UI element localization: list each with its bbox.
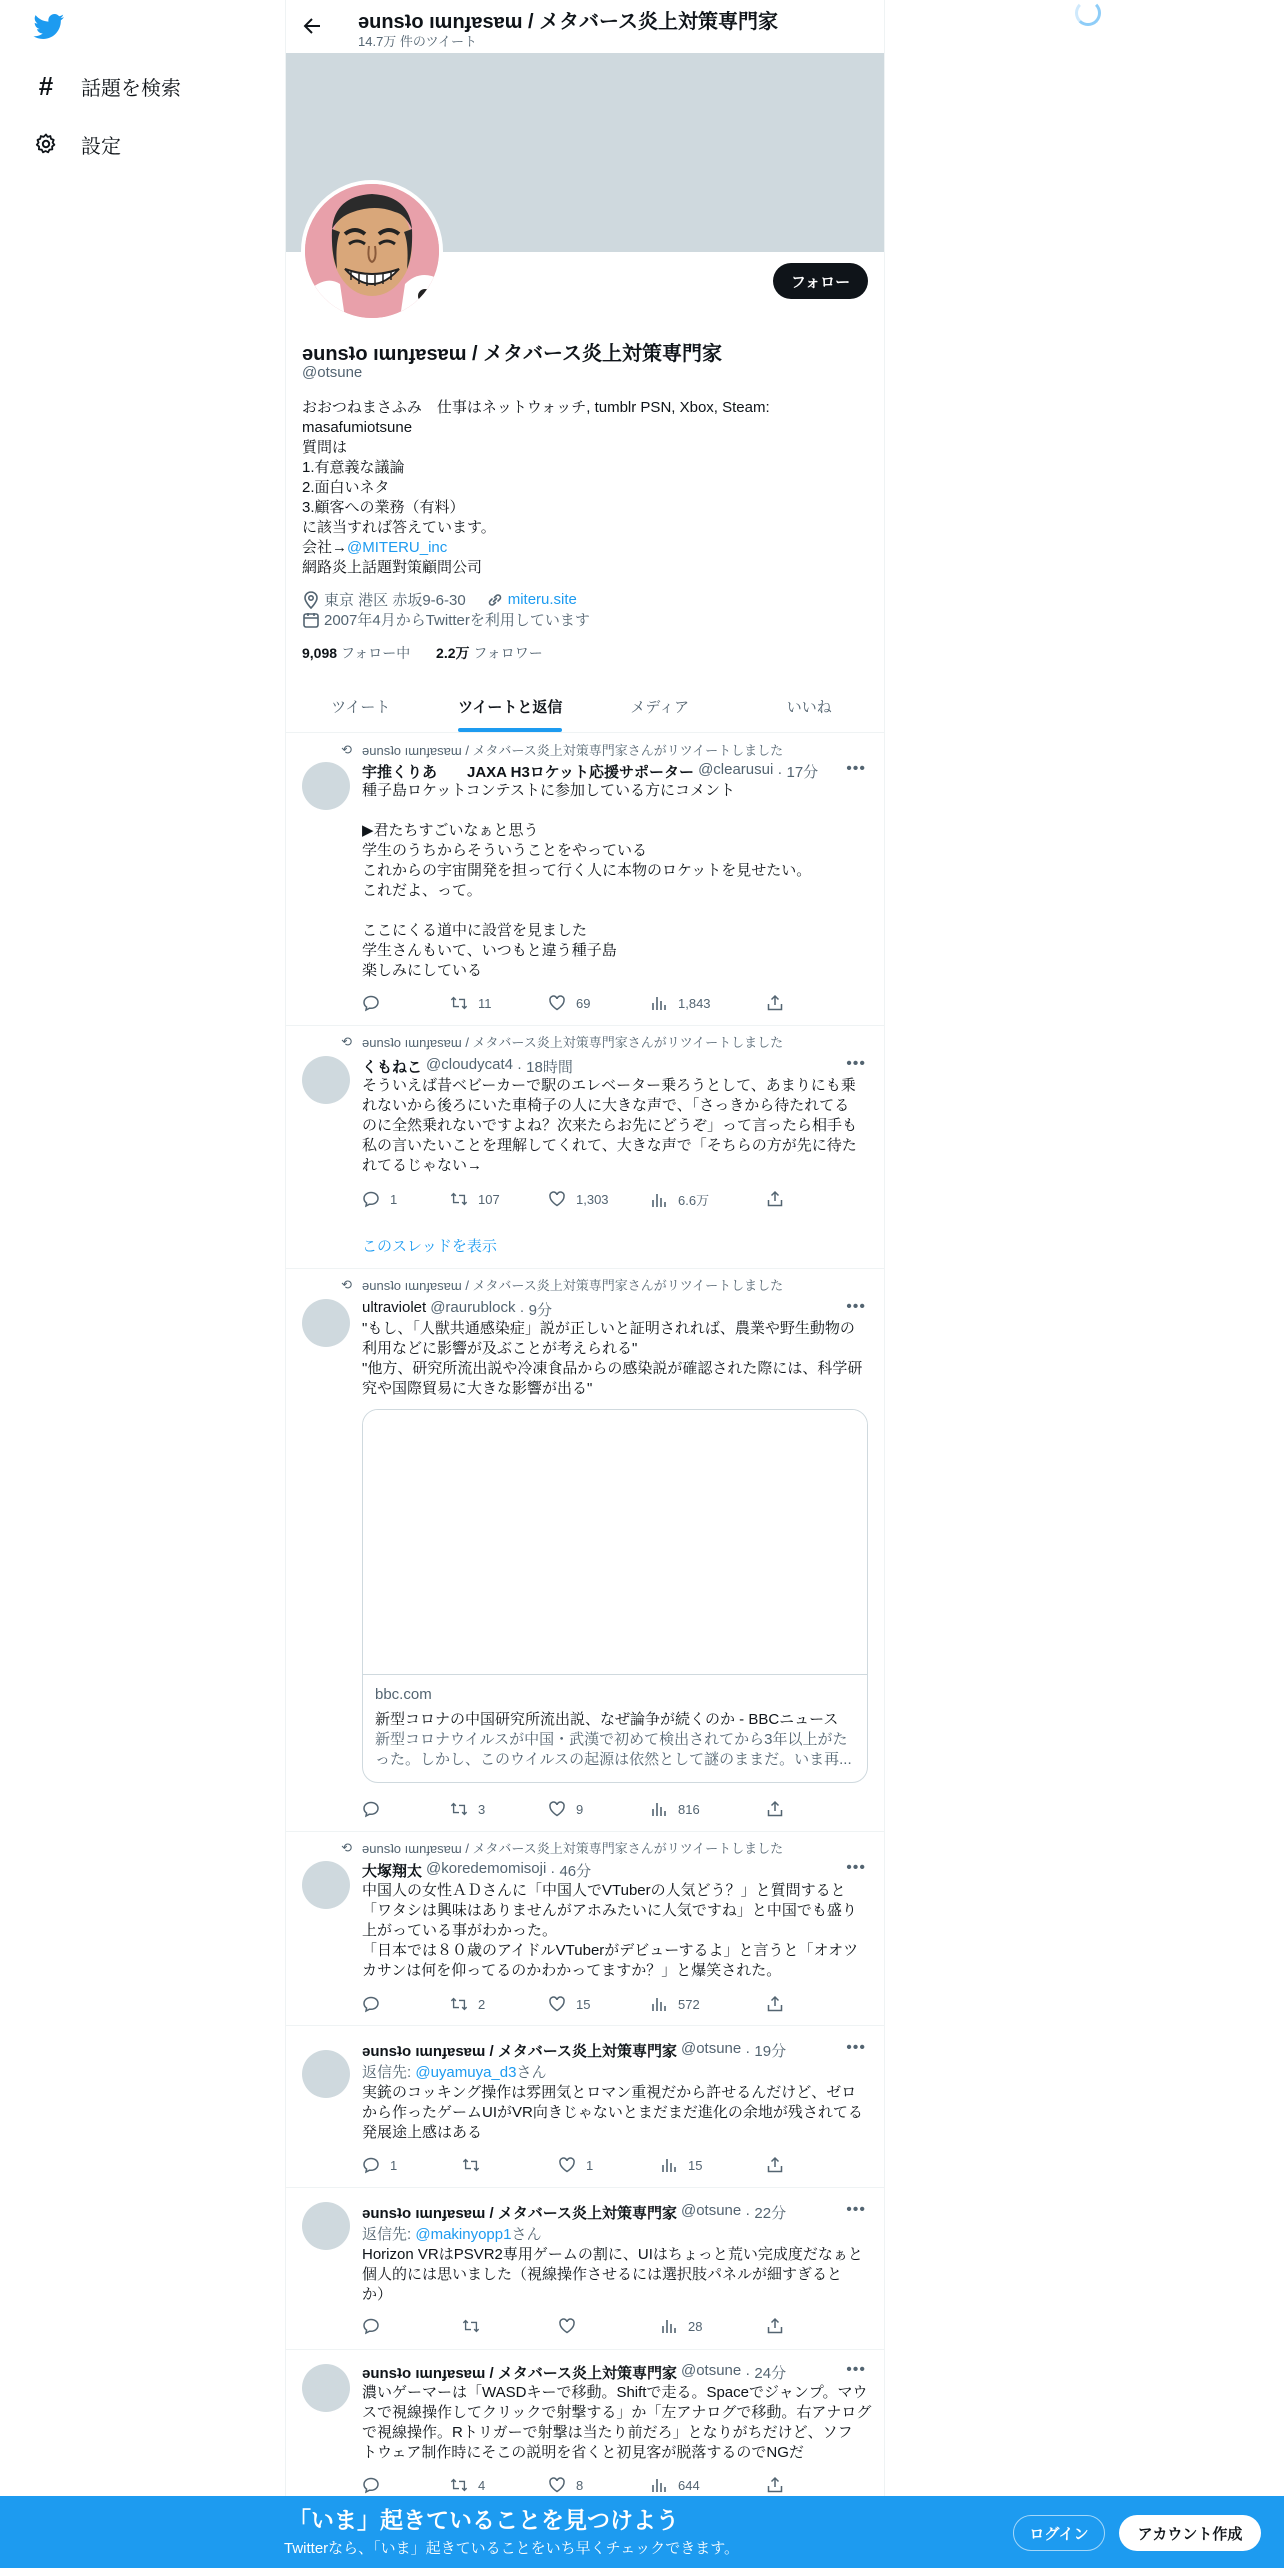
tweet[interactable] (286, 734, 884, 1026)
like-button[interactable] (558, 2156, 593, 2174)
heart-icon (548, 1800, 566, 1818)
tweet-text-line: 上がっている事がわかった。 (362, 1922, 558, 1939)
tweet-text-line: "他方、研究所流出説や冷凍食品からの感染説が確認された際には、科学研 (362, 1360, 863, 1377)
more-options-icon[interactable]: ••• (846, 760, 866, 777)
retweet-icon: ⟲ (341, 1839, 352, 1855)
share-icon (766, 1995, 784, 2013)
hashtag-icon: # (38, 71, 54, 101)
tweet-author-name[interactable]: 大塚翔太 (362, 1863, 423, 1880)
reply-icon (362, 1190, 380, 1208)
bar-chart-icon (650, 994, 668, 1012)
avatar[interactable] (302, 2050, 350, 2098)
share-button[interactable] (766, 994, 784, 1012)
tweet-time[interactable]: · 17分 (777, 764, 819, 781)
share-button[interactable] (766, 2476, 784, 2494)
tweet-text-line: これからの宇宙開発を担って行く人に本物のロケットを見せたい。 (362, 862, 812, 879)
avatar[interactable] (302, 762, 350, 810)
like-count: 1 (586, 2157, 594, 2173)
avatar[interactable] (302, 2364, 350, 2412)
views-button[interactable] (650, 2476, 700, 2494)
avatar[interactable] (302, 2202, 350, 2250)
tweet-text-line: のに全然乗れないですよね？次来たらお先にどうぞ」って言ったら相手も (362, 1117, 858, 1134)
share-icon (766, 2476, 784, 2494)
tweet-header (362, 1860, 591, 1881)
like-count: 69 (576, 995, 591, 1011)
profile-meta-row (302, 589, 577, 610)
view-count: 644 (678, 2477, 700, 2493)
retweet-icon (462, 2317, 480, 2335)
profile-website[interactable]: miteru.site (507, 591, 577, 608)
retweet-count: 3 (478, 1801, 486, 1817)
reply-to (362, 2223, 541, 2244)
retweet-count: 11 (478, 995, 492, 1011)
tweet[interactable] (286, 2188, 884, 2350)
share-icon (766, 994, 784, 1012)
signup-banner-subtitle: Twitterなら、「いま」起きていることをいち早くチェックできます。 (284, 2540, 740, 2557)
reply-icon (362, 1995, 380, 2013)
retweet-button[interactable] (462, 2156, 490, 2174)
like-count: 15 (576, 1996, 591, 2012)
link-card-domain: bbc.com (375, 1686, 432, 1703)
nav-explore-label: 話題を検索 (81, 77, 181, 100)
tweet-text-line: 究や国際貿易に大きな影響が出る" (362, 1380, 593, 1397)
tweet-header (362, 2040, 786, 2061)
like-count: 8 (576, 2477, 584, 2493)
bio-company-line (302, 538, 862, 558)
bio-line: 1.有意義な議論 (302, 459, 405, 476)
tweet-text-line (362, 801, 868, 821)
retweet-context-text: ǝunsʇo ıɯnɟɐsɐɯ / メタバース炎上対策専門家さんがリツイートしました (362, 1035, 784, 1050)
tweet-author-handle[interactable]: @otsune (680, 2202, 742, 2219)
tweet-text-line: か） (362, 2286, 393, 2303)
tweet-text-line: で視線操作。Rトリガーで射撃は当たり前だろ」となりがちだけど、ソフ (362, 2424, 853, 2441)
tweet-time[interactable]: · 18時間 (516, 1059, 573, 1076)
retweet-context-text: ǝunsʇo ıɯnɟɐsɐɯ / メタバース炎上対策専門家さんがリツイートしました (362, 1278, 784, 1293)
tweet[interactable] (286, 2026, 884, 2188)
tweet-header (362, 1299, 552, 1320)
tweet-author-handle[interactable]: @raurublock (430, 1299, 516, 1316)
tweet[interactable] (286, 1832, 884, 2026)
tweet-header (362, 2362, 786, 2383)
retweet-icon: ⟲ (341, 1033, 352, 1049)
tweet-time[interactable]: · 9分 (519, 1302, 552, 1319)
share-icon (766, 2317, 784, 2335)
bio-line: おおつねまさふみ 仕事はネットウォッチ, tumblr PSN, Xbox, Steam: (302, 399, 770, 416)
reply-icon (362, 2476, 380, 2494)
reply-count: 1 (390, 2157, 398, 2173)
bio-line: masafumiotsune (302, 419, 413, 436)
bar-chart-icon (650, 1800, 668, 1818)
retweet-context-text: ǝunsʇo ıɯnɟɐsɐɯ / メタバース炎上対策専門家さんがリツイートしました (362, 743, 784, 758)
nav-settings-label: 設定 (81, 135, 121, 158)
bar-chart-icon (650, 2476, 668, 2494)
follow-button[interactable]: フォロー (773, 263, 868, 299)
view-count: 15 (688, 2157, 703, 2173)
tweet-text-line: 種子島ロケットコンテストに参加している方にコメント (362, 782, 736, 799)
bar-chart-icon (660, 2156, 678, 2174)
reply-count: 1 (390, 1191, 398, 1207)
header-tweet-count: 14.7万 件のツイート (358, 34, 478, 49)
retweet-icon (450, 1190, 468, 1208)
share-icon (766, 1800, 784, 1818)
nav-explore[interactable] (33, 64, 181, 108)
following-label: フォロー中 (340, 645, 411, 661)
tweet-text-line: 利用などに影響が及ぶことが考えられる" (362, 1340, 638, 1357)
link-card-image (363, 1410, 867, 1675)
tweet-text (362, 1319, 868, 1399)
view-count: 816 (678, 1801, 700, 1817)
tab-tweets-and-replies[interactable]: ツイートと返信 (436, 680, 586, 732)
like-button[interactable] (548, 1995, 590, 2013)
tweet-author-handle[interactable]: @otsune (680, 2362, 742, 2379)
tweet-time[interactable]: · 22分 (745, 2205, 787, 2222)
link-card-description-line: った。しかし、このウイルスの起源は依然として謎のままだ。いま再... (375, 1751, 852, 1768)
tweet-text-line: そういえば昔ベビーカーで駅のエレベーター乗ろうとして、あまりにも乗 (362, 1077, 856, 1094)
reply-button[interactable] (362, 1190, 397, 1208)
share-button[interactable] (766, 1800, 784, 1818)
retweet-button[interactable] (450, 1995, 485, 2013)
tweet-text-line: から作ったゲームUIがVR向きじゃないとまだまだ進化の余地が残されてる (362, 2104, 863, 2121)
heart-icon (558, 2156, 576, 2174)
view-count: 28 (688, 2318, 703, 2334)
retweet-icon (450, 1800, 468, 1818)
retweet-count: 107 (478, 1191, 500, 1207)
bar-chart-icon (650, 1995, 668, 2013)
profile-bio (302, 398, 862, 578)
tweet-text (362, 781, 868, 981)
bio-line: 2.面白いネタ (302, 479, 390, 496)
retweet-button[interactable] (462, 2317, 490, 2335)
reply-button[interactable] (362, 994, 390, 1012)
tweet-text (362, 2245, 868, 2305)
views-button[interactable] (650, 1190, 709, 1209)
tweet-actions (362, 1190, 782, 1210)
more-options-icon[interactable]: ••• (846, 1298, 866, 1315)
heart-icon (558, 2317, 576, 2335)
tab-media[interactable]: メディア (630, 698, 690, 716)
reply-button[interactable] (362, 2476, 390, 2494)
views-button[interactable] (650, 994, 711, 1012)
tweet-text-line: 「ワタシは興味はありませんがアホみたいに人気ですね」と中国でも盛り (362, 1902, 857, 1919)
reply-to-prefix: 返信先: (362, 2064, 416, 2081)
login-button[interactable]: ログイン (1013, 2515, 1105, 2551)
tweet-author-name[interactable]: ǝunsʇo ıɯnɟɐsɐɯ / メタバース炎上対策専門家 (362, 2205, 677, 2222)
avatar[interactable] (302, 1861, 350, 1909)
profile-location: 東京 港区 赤坂9-6-30 (324, 592, 466, 609)
reply-button[interactable] (362, 2317, 390, 2335)
reply-button[interactable] (362, 1995, 390, 2013)
profile-handle: @otsune (302, 364, 363, 381)
tweet-text-line: 中国人の女性ＡＤさんに「中国人でVTuberの人気どう？」と質問すると (362, 1882, 846, 1899)
reply-icon (362, 1800, 380, 1818)
reply-icon (362, 994, 380, 1012)
retweet-context (334, 1838, 783, 1857)
tweet-text-line: これだよ、って。 (362, 882, 482, 899)
tweet-actions (362, 1800, 782, 1820)
tweet-text-line: 発展途上感はある (362, 2124, 483, 2141)
tweet-author-handle[interactable]: @clearusui (698, 761, 774, 778)
tweet-text (362, 1076, 868, 1176)
reply-button[interactable] (362, 1800, 390, 1818)
tweet-actions (362, 1995, 782, 2015)
heart-icon (548, 1995, 566, 2013)
tweet-text-line: 学生のうちからそういうことをやっている (362, 842, 648, 859)
tweet-text-line: カサンは何を仰ってるのかわかってますか？」と爆笑された。 (362, 1962, 782, 1979)
reply-to-handle[interactable]: @uyamuya_d3 (415, 2064, 517, 2081)
view-count: 6.6万 (678, 1193, 710, 1208)
profile-name: ǝunsʇo ıɯnɟɐsɐɯ / メタバース炎上対策専門家 (302, 343, 722, 365)
heart-icon (548, 994, 566, 1012)
retweet-context-text: ǝunsʇo ıɯnɟɐsɐɯ / メタバース炎上対策専門家さんがリツイートしました (362, 1841, 784, 1856)
tweet-author-name[interactable]: ǝunsʇo ıɯnɟɐsɐɯ / メタバース炎上対策専門家 (362, 2365, 677, 2382)
reply-to-suffix: さん (511, 2226, 542, 2243)
reply-to (362, 2061, 546, 2082)
back-arrow-icon[interactable] (300, 14, 324, 38)
tweet-author-name[interactable]: ultraviolet (362, 1299, 427, 1316)
retweet-context (334, 1275, 783, 1294)
retweet-icon (450, 994, 468, 1012)
bar-chart-icon (660, 2317, 678, 2335)
more-options-icon[interactable]: ••• (846, 1055, 866, 1072)
tweet-text-line: "もし、「人獣共通感染症」説が正しいと証明されれば、農業や野生動物の (362, 1320, 855, 1337)
link-icon (486, 591, 504, 609)
retweet-button[interactable] (450, 1800, 485, 1818)
view-count: 1,843 (678, 995, 711, 1011)
retweet-count: 4 (478, 2477, 486, 2493)
views-button[interactable] (650, 1995, 700, 2013)
tweet-author-handle[interactable]: @koredemomisoji (426, 1860, 547, 1877)
followers-link[interactable] (436, 645, 543, 661)
tweet-actions (362, 2317, 782, 2337)
followers-label: フォロワー (473, 645, 543, 661)
loading-spinner-icon (1075, 0, 1101, 26)
views-button[interactable] (650, 1800, 700, 1818)
like-button[interactable] (548, 994, 590, 1012)
signup-button[interactable]: アカウント作成 (1119, 2515, 1261, 2551)
profile-avatar[interactable] (301, 180, 443, 322)
like-button[interactable] (558, 2317, 586, 2335)
tweet-text (362, 1881, 868, 1981)
tweet-text-line: れないから後ろにいた車椅子の人に大きな声で、「さっきから待たれてる (362, 1097, 850, 1114)
tweet-text-line: スで視線操作してクリックで射撃する」か「左アナログで移動。右アナログ (362, 2404, 872, 2421)
tweet-time[interactable]: · 46分 (550, 1863, 592, 1880)
tweet-author-handle[interactable]: @otsune (680, 2040, 742, 2057)
retweet-context (334, 740, 783, 759)
profile-joined-row (302, 609, 590, 630)
like-button[interactable] (548, 1800, 583, 1818)
tweet-text-line: ここにくる道中に設営を見ました (362, 922, 588, 939)
header-title: ǝunsʇo ıɯnɟɐsɐɯ / メタバース炎上対策専門家 (358, 11, 778, 33)
more-options-icon[interactable]: ••• (846, 2361, 866, 2378)
avatar[interactable] (302, 1056, 350, 1104)
show-thread-link[interactable]: このスレッドを表示 (362, 1238, 497, 1255)
heart-icon (548, 2476, 566, 2494)
profile-joined: 2007年4月からTwitterを利用しています (324, 612, 590, 629)
tweet-text-line: 個人的には思いました（視線操作させるには選択肢パネルが細すぎると (362, 2266, 843, 2283)
tweet-text-line (362, 901, 868, 921)
following-link[interactable] (302, 645, 410, 661)
views-button[interactable] (660, 2156, 702, 2174)
tweet-actions (362, 2156, 782, 2176)
tweet[interactable] (286, 1026, 884, 1269)
profile-follow-stats (302, 643, 543, 663)
bio-line: 3.顧客への業務（有料） (302, 499, 465, 516)
tab-likes[interactable]: いいね (786, 698, 832, 716)
avatar[interactable] (302, 1299, 350, 1347)
retweet-icon: ⟲ (341, 1276, 352, 1292)
gear-icon (33, 131, 59, 157)
signup-banner-title: 「いま」起きていることを見つけよう (288, 2507, 679, 2533)
link-card-title: 新型コロナの中国研究所流出説、なぜ論争が続くのか - BBCニュース (375, 1711, 839, 1728)
like-count: 1,303 (576, 1191, 609, 1207)
share-icon (766, 1190, 784, 1208)
tweet-text-line: 楽しみにしている (362, 962, 483, 979)
tweet-author-name[interactable]: くもねこ (362, 1059, 423, 1076)
retweet-icon: ⟲ (341, 741, 352, 757)
tweet-text-line: 濃いゲーマーは「WASDキーで移動。Shiftで走る。Spaceでジャンプ。マウ (362, 2384, 868, 2401)
tweet-actions (362, 994, 782, 1014)
tweet-header (362, 1056, 573, 1077)
share-button[interactable] (766, 1190, 784, 1208)
more-options-icon[interactable]: ••• (846, 1859, 866, 1876)
more-options-icon[interactable]: ••• (846, 2039, 866, 2056)
tweet-text (362, 2383, 872, 2463)
reply-button[interactable] (362, 2156, 397, 2174)
reply-to-prefix: 返信先: (362, 2226, 416, 2243)
bio-line: 質問は (302, 439, 348, 456)
tweet-text-line: Horizon VRはPSVR2専用ゲームの割に、UIはちょっと荒い完成度だなぁと (362, 2246, 863, 2263)
retweet-icon (450, 2476, 468, 2494)
tab-tweets[interactable]: ツイート (331, 698, 391, 716)
reply-icon (362, 2156, 380, 2174)
tweet-text-line: 私の言いたいことを理解してくれて、大きな声で「そちらの方が先に待た (362, 1137, 857, 1154)
retweet-context (334, 1032, 783, 1051)
tweet-text-line: 学生さんもいて、いつもと違う種子島 (362, 942, 617, 959)
tweet-text-line: 「日本では８０歳のアイドルVTuberがデビューするよ」と言うと「オオツ (362, 1942, 859, 1959)
followers-count: 2.2万 (436, 645, 470, 661)
share-icon (766, 2156, 784, 2174)
bio-line: に該当すれば答えています。 (302, 519, 496, 536)
tweet[interactable] (286, 2350, 884, 2496)
heart-icon (548, 1190, 566, 1208)
link-card-description-line: 新型コロナウイルスが中国・武漢で初めて検出されてから3年以上がた (375, 1731, 848, 1748)
more-options-icon[interactable]: ••• (846, 2201, 866, 2218)
retweet-button[interactable] (450, 994, 492, 1012)
tweet-actions (362, 2476, 782, 2496)
like-count: 9 (576, 1801, 584, 1817)
share-button[interactable] (766, 2156, 784, 2174)
bio-line: 網路炎上話題對策顧問公司 (302, 559, 483, 576)
views-button[interactable] (660, 2317, 702, 2335)
tweet-text-line: ▶君たちすごいなぁと思う (362, 822, 539, 839)
tweet-author-name[interactable]: 宇推くりあ JAXA H3ロケット応援サポーター (362, 764, 695, 781)
following-count: 9,098 (302, 645, 338, 661)
tweet-text (362, 2083, 868, 2143)
link-card-description (375, 1730, 859, 1770)
bio-company-prefix: 会社→ (302, 539, 348, 556)
nav-settings[interactable] (33, 122, 121, 166)
like-button[interactable] (548, 1190, 609, 1208)
tweet-text-line: トウェア制作時にそこの説明を省くと初見客が脱落するのでNGだ (362, 2444, 804, 2461)
reply-to-suffix: さん (516, 2064, 547, 2081)
tweet-header (362, 761, 818, 782)
like-button[interactable] (548, 2476, 583, 2494)
tweet-author-handle[interactable]: @cloudycat4 (426, 1056, 513, 1073)
tweet-time[interactable]: · 24分 (745, 2365, 787, 2382)
bar-chart-icon (650, 1191, 668, 1209)
link-card[interactable] (362, 1409, 868, 1783)
reply-icon (362, 2317, 380, 2335)
profile-tabs (286, 680, 884, 733)
calendar-icon (302, 611, 320, 629)
tweet-text-line: 実銃のコッキング操作は雰囲気とロマン重視だから許せるんだけど、ゼロ (362, 2084, 857, 2101)
tweet[interactable] (286, 1269, 884, 1832)
retweet-button[interactable] (450, 1190, 500, 1208)
share-button[interactable] (766, 1995, 784, 2013)
location-pin-icon (302, 591, 320, 609)
tweet-header (362, 2202, 786, 2223)
retweet-icon (450, 1995, 468, 2013)
tweet-author-name[interactable]: ǝunsʇo ıɯnɟɐsɐɯ / メタバース炎上対策専門家 (362, 2043, 677, 2060)
tweet-time[interactable]: · 19分 (745, 2043, 787, 2060)
bio-company-link[interactable]: @MITERU_inc (347, 539, 448, 556)
retweet-count: 2 (478, 1996, 486, 2012)
share-button[interactable] (766, 2317, 784, 2335)
tweet-text-line: れてるじゃない→ (362, 1157, 483, 1174)
retweet-button[interactable] (450, 2476, 485, 2494)
twitter-logo-icon[interactable] (33, 14, 65, 40)
view-count: 572 (678, 1996, 700, 2012)
reply-to-handle[interactable]: @makinyopp1 (415, 2226, 512, 2243)
retweet-icon (462, 2156, 480, 2174)
